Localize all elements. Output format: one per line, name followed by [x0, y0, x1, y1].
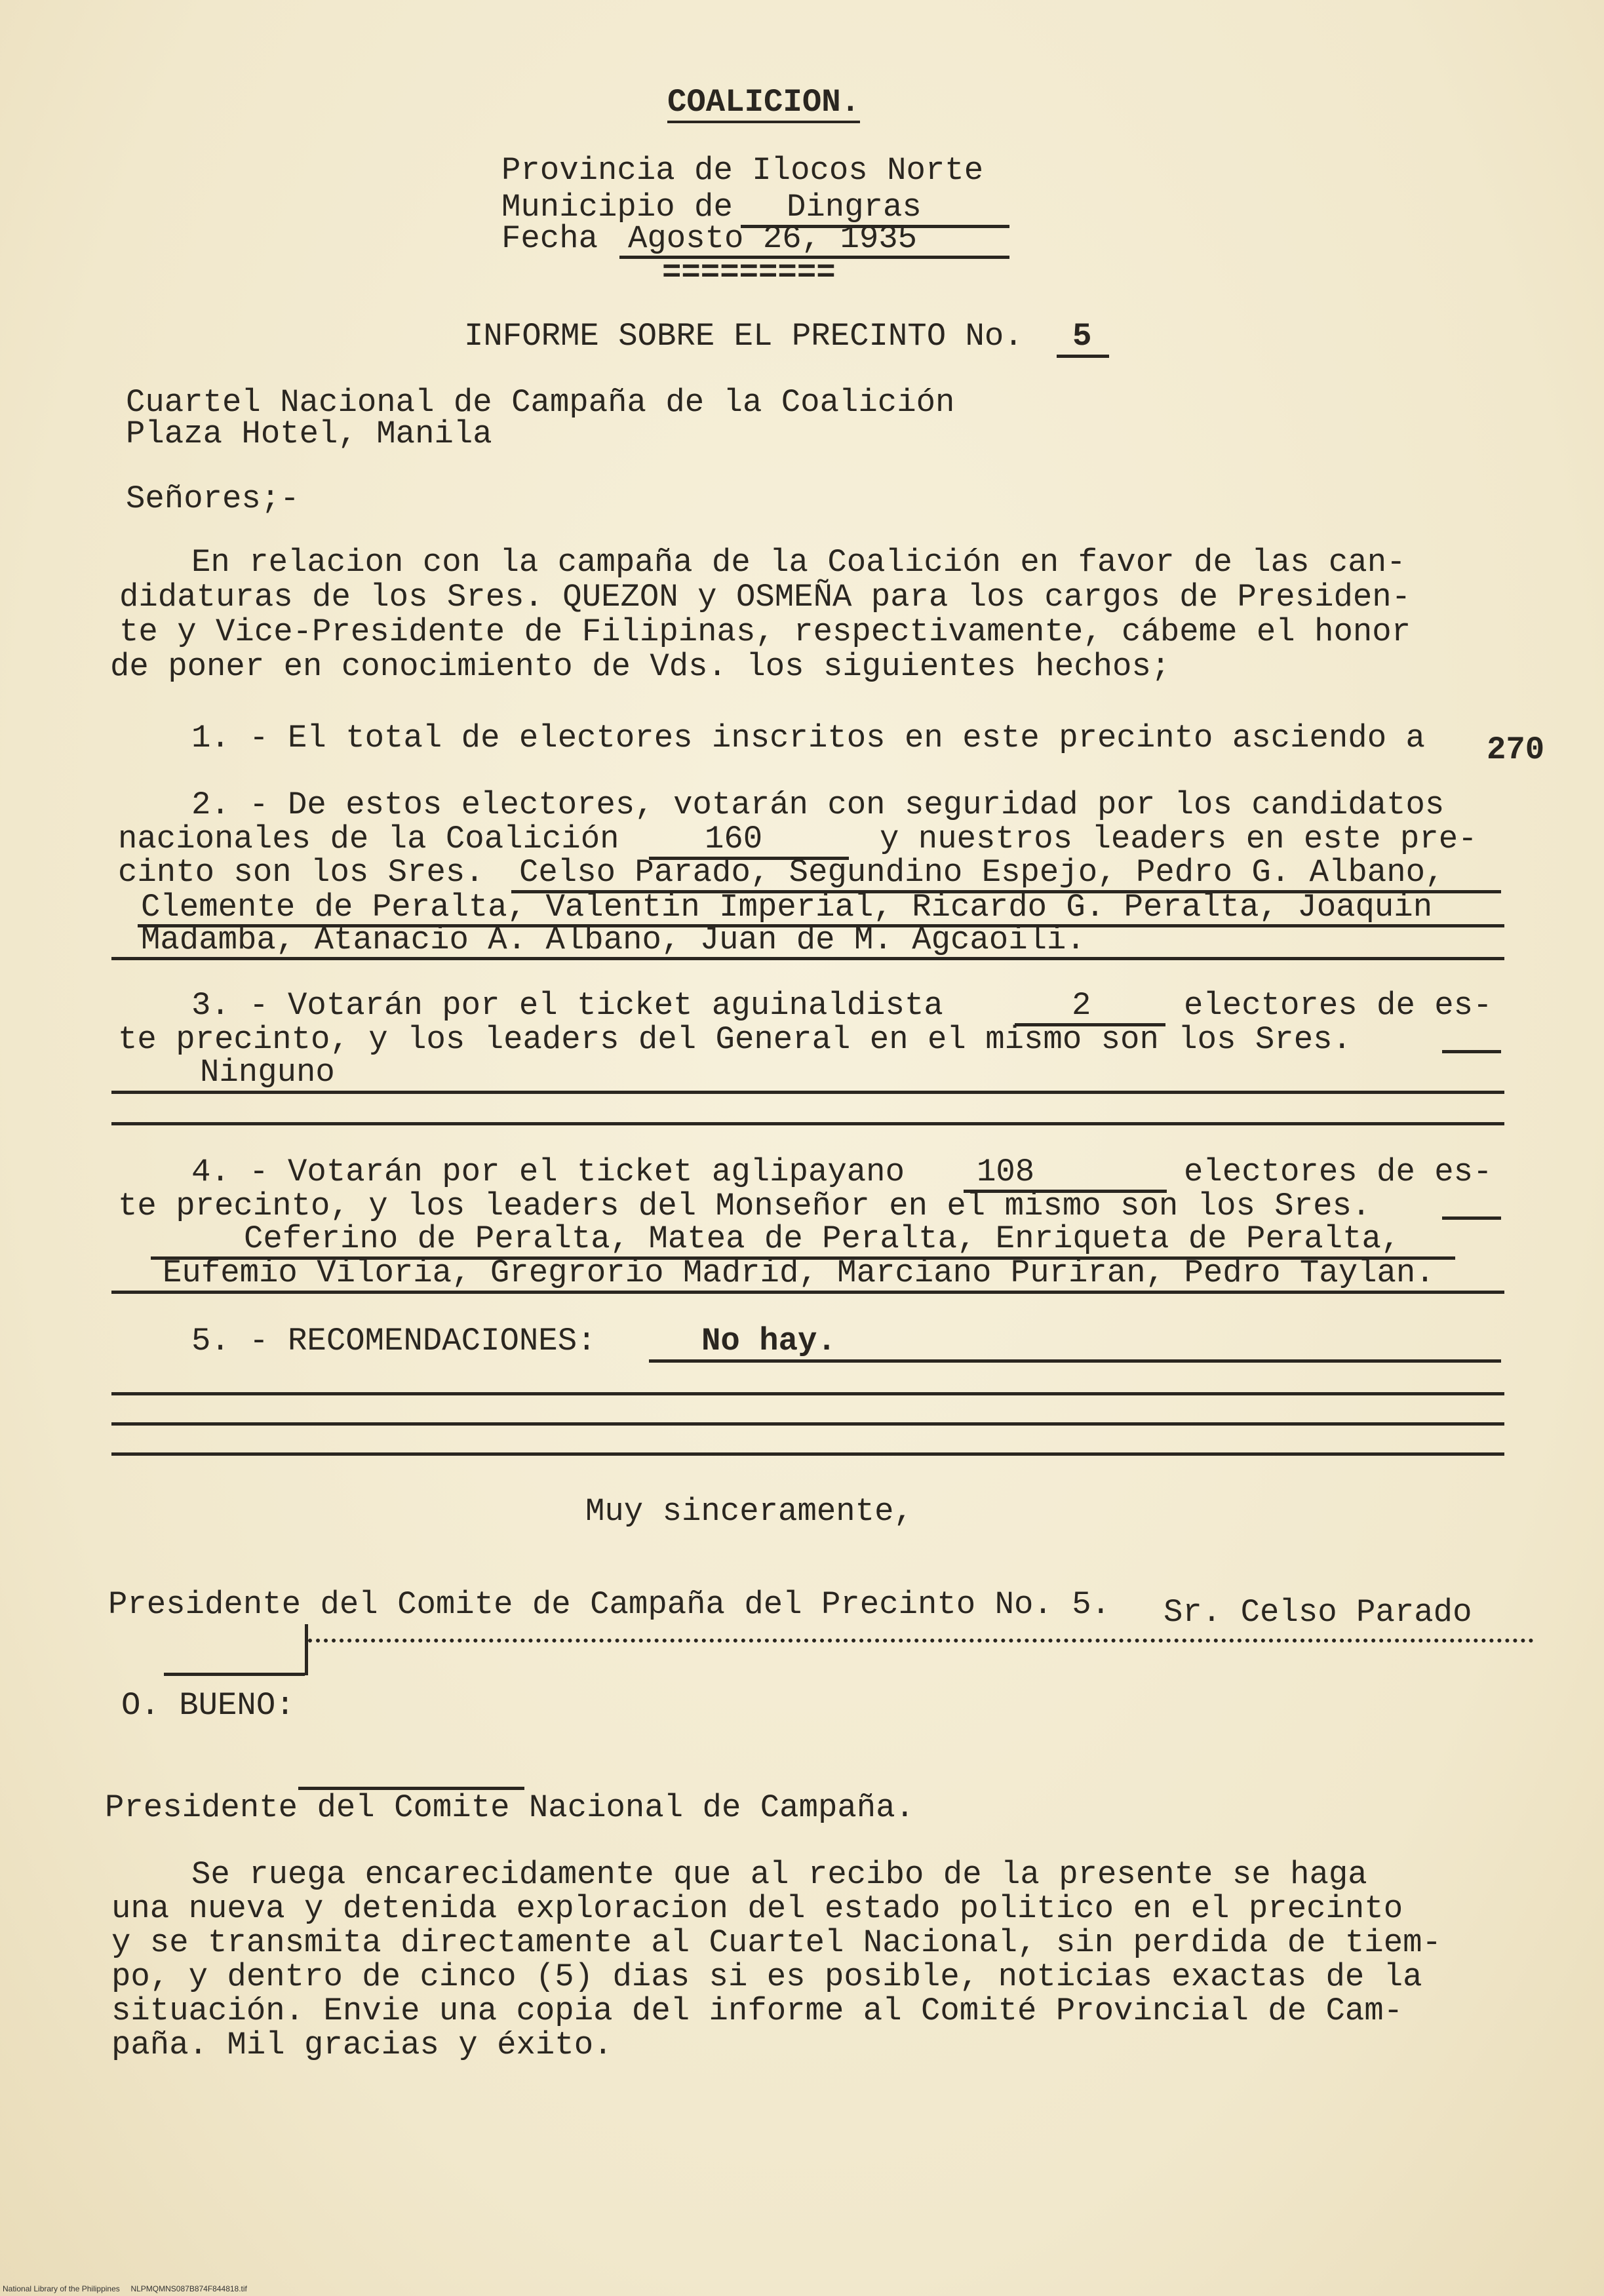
item-5-underline-4: [111, 1452, 1504, 1456]
header-separator: =========: [662, 254, 836, 291]
bueno-overline: [164, 1673, 305, 1676]
intro-line-3: te y Vice-Presidente de Filipinas, respectivamente, cábeme el honor: [119, 613, 1411, 650]
signature-dotted-line: [308, 1639, 1534, 1643]
item-2-value: 160: [705, 821, 763, 857]
item-3-underline-1: [111, 1091, 1504, 1094]
item-4-underline-2: [111, 1291, 1504, 1294]
signature-tick-mark: [305, 1624, 308, 1675]
item-2-line-1: 2. - De estos electores, votarán con seguridad por los candidatos: [191, 787, 1445, 823]
item-3-underline-2: [111, 1122, 1504, 1125]
item-3-line-2-tail: [1442, 1050, 1501, 1053]
closing: Muy sinceramente,: [585, 1493, 913, 1530]
intro-line-1: En relacion con la campaña de la Coalición en favor de las can-: [191, 544, 1406, 581]
salutation: Señores;-: [126, 480, 300, 517]
president-name: Sr. Celso Parado: [1164, 1594, 1472, 1631]
item-2-line-2b: y nuestros leaders en este pre-: [880, 821, 1477, 857]
president-label: Presidente del Comite de Campaña del Precinto No. 5.: [108, 1586, 1111, 1623]
bueno-label: O. BUENO:: [121, 1687, 295, 1724]
item-2-line-3a: cinto son los Sres.: [118, 854, 484, 891]
informe-underline: [1057, 355, 1109, 358]
item-2-names-line-2: Clemente de Peralta, Valentin Imperial, Ricardo G. Peralta, Joaquin: [141, 889, 1433, 925]
archive-footer: [3, 2284, 247, 2293]
informe-label: INFORME SOBRE EL PRECINTO No.: [464, 318, 1023, 355]
archive-library: National Library of the Philippines: [3, 2284, 120, 2293]
intro-line-4: de poner en conocimiento de Vds. los siguientes hechos;: [110, 648, 1171, 685]
informe-number: 5: [1072, 318, 1092, 355]
provincia-line: Provincia de Ilocos Norte: [501, 152, 984, 189]
item-3-value: 2: [1072, 987, 1091, 1024]
item-5-underline-3: [111, 1422, 1504, 1426]
fecha-label: Fecha: [501, 220, 598, 257]
item-3-line-1b: electores de es-: [1184, 987, 1493, 1024]
national-president-label: Presidente del Comite Nacional de Campaña.: [105, 1789, 915, 1826]
item-4-names-line-1: Ceferino de Peralta, Matea de Peralta, Enriqueta de Peralta,: [244, 1220, 1401, 1257]
footer-paragraph-line-4: po, y dentro de cinco (5) dias si es posible, noticias exactas de la: [111, 1958, 1422, 1995]
item-4-line-1b: electores de es-: [1184, 1154, 1493, 1190]
item-5-value: No hay.: [701, 1323, 836, 1359]
intro-line-2: didaturas de los Sres. QUEZON y OSMEÑA para los cargos de Presiden-: [119, 579, 1411, 615]
item-2-names-line-3: Madamba, Atanacio A. Albano, Juan de M. Agcaoili.: [141, 922, 1086, 958]
item-4-value: 108: [977, 1154, 1035, 1190]
item-3-line-2: te precinto, y los leaders del General en el mismo son los Sres.: [118, 1021, 1352, 1058]
item-4-line-1a: 4. - Votarán por el ticket aglipayano: [191, 1154, 905, 1190]
footer-paragraph-line-3: y se transmita directamente al Cuartel Nacional, sin perdida de tiem-: [111, 1924, 1441, 1961]
item-5-underline-1: [649, 1359, 1501, 1363]
item-4-line-2: te precinto, y los leaders del Monseñor en el mismo son los Sres.: [118, 1188, 1371, 1224]
fecha-value: Agosto 26, 1935: [628, 220, 918, 257]
item-1-value: 270: [1487, 731, 1545, 768]
footer-paragraph-line-1: Se ruega encarecidamente que al recibo de la presente se haga: [191, 1856, 1367, 1893]
item-2-line-2a: nacionales de la Coalición: [118, 821, 619, 857]
item-1-text: 1. - El total de electores inscritos en este precinto asciendo a: [191, 720, 1425, 756]
archive-id: NLPMQMNS087B874F844818.tif: [130, 2284, 247, 2293]
item-4-line-2-tail: [1442, 1216, 1501, 1220]
item-3-line-1a: 3. - Votarán por el ticket aguinaldista: [191, 987, 943, 1024]
footer-paragraph-line-5: situación. Envie una copia del informe al Comité Provincial de Cam-: [111, 1993, 1403, 2029]
item-5-underline-2: [111, 1392, 1504, 1395]
address-line-2: Plaza Hotel, Manila: [126, 416, 492, 452]
item-2-names-line-1: Celso Parado, Segundino Espejo, Pedro G. Albano,: [519, 854, 1445, 891]
footer-paragraph-line-6: paña. Mil gracias y éxito.: [111, 2027, 613, 2063]
item-3-line-3: Ninguno: [200, 1054, 335, 1091]
document-title: COALICION.: [667, 84, 860, 123]
footer-paragraph-line-2: una nueva y detenida exploracion del estado politico en el precinto: [111, 1890, 1403, 1927]
municipio-label: Municipio de: [501, 189, 733, 225]
national-president-overline: [298, 1787, 524, 1790]
item-2-underline-3: [111, 957, 1504, 960]
address-line-1: Cuartel Nacional de Campaña de la Coalición: [126, 384, 955, 421]
municipio-value: Dingras: [787, 189, 922, 225]
item-5-label: 5. - RECOMENDACIONES:: [191, 1323, 597, 1359]
item-4-names-line-2: Eufemio Viloria, Gregrorio Madrid, Marciano Puriran, Pedro Taylan.: [163, 1255, 1435, 1291]
